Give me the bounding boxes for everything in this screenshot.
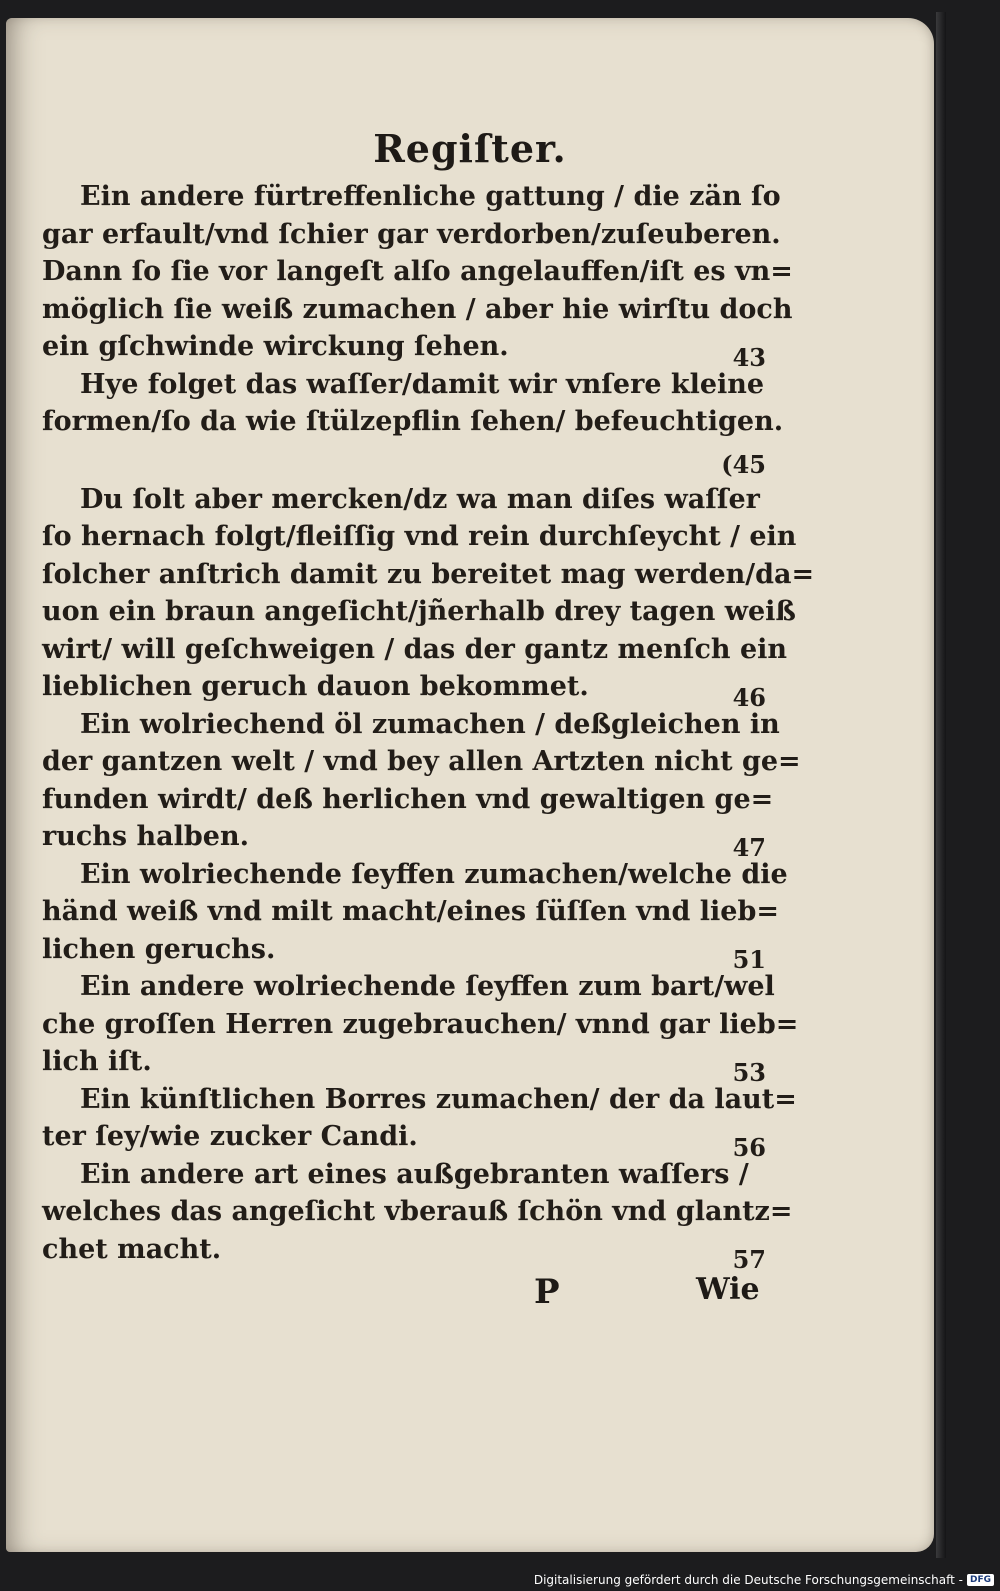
entry-line: lieblichen geruch dauon bekommet.: [42, 671, 589, 702]
entry-line: uon ein braun angeſicht/jñerhalb drey tagen weiß: [42, 596, 796, 627]
entry-page-number: 43: [732, 342, 766, 372]
register-entry: [42, 968, 799, 1087]
entry-line: gar erfault/vnd ſchier gar verdorben/zuſeuberen.: [42, 218, 781, 250]
entry-line: möglich ſie weiß zumachen / aber hie wirſtu doch: [42, 293, 793, 325]
register-entry: [42, 366, 784, 479]
entry-line: Dann ſo ſie vor langeſt alſo angelauffen/iſt es vn=: [42, 256, 793, 287]
entry-line: der gantzen welt / vnd bey allen Artzten nicht ge=: [42, 746, 801, 777]
entry-line: chet macht.: [42, 1233, 222, 1265]
entry-line: Ein wolriechende ſeyffen zumachen/welche die: [80, 858, 788, 890]
entry-line: ein gſchwinde wirckung ſehen.: [42, 331, 509, 362]
entry-page-number: 47: [732, 832, 766, 862]
register-entry: [42, 1156, 793, 1274]
register-entry: [42, 178, 793, 372]
page-edge: [936, 12, 946, 1558]
entry-page-number: 56: [732, 1132, 766, 1162]
spacer: [42, 441, 762, 481]
entry-page-number: 51: [732, 945, 766, 974]
dfg-logo: DFG: [967, 1574, 994, 1586]
page-heading: Regiſter.: [373, 126, 567, 171]
entry-line: Ein künſtlichen Borres zumachen/ der da laut=: [80, 1083, 797, 1115]
entry-line: lich iſt.: [42, 1046, 152, 1077]
digitization-credit: [534, 1573, 994, 1587]
entry-line: Hye folget das waſſer/damit wir vnſere kleine: [80, 368, 765, 400]
register-entry: [42, 1081, 797, 1162]
entry-line: Ein wolriechend öl zumachen / deßgleichen in: [80, 708, 780, 740]
register-entry: [42, 856, 788, 974]
entry-page-number: (45: [721, 449, 766, 479]
entry-line: ſolcher anſtrich damit zu bereitet mag werden/da=: [42, 558, 815, 590]
entry-line: ter ſey/wie zucker Candi.: [42, 1121, 418, 1152]
catchword: Wie: [696, 1272, 760, 1307]
entry-line: welches das angeſicht vberauß ſchön vnd glantz=: [42, 1196, 793, 1227]
entry-line: wirt/ will geſchweigen / das der gantz menſch ein: [42, 633, 788, 665]
register-entry: [42, 481, 815, 712]
entry-page-number: 46: [732, 682, 766, 712]
entry-line: Du ſolt aber mercken/dz wa man diſes waſſer: [80, 483, 760, 515]
entry-line: che groſſen Herren zugebrauchen/ vnnd gar lieb=: [42, 1008, 799, 1040]
register-entries: [42, 178, 815, 1274]
entry-line: Ein andere wolriechende ſeyffen zum bart/wel: [80, 971, 775, 1002]
entry-page-number: 53: [732, 1057, 766, 1087]
entry-page-number: 57: [732, 1245, 766, 1274]
entry-line: Ein andere fürtreffenliche gattung / die zän ſo: [80, 181, 781, 212]
entry-line: ruchs halben.: [42, 821, 249, 852]
entry-line: ſo hernach folgt/fleiſſig vnd rein durchſeycht / ein: [42, 521, 797, 552]
entry-line: lichen geruchs.: [42, 933, 276, 965]
entry-line: händ weiß vnd milt macht/eines ſüſſen vnd lieb=: [42, 896, 779, 927]
entry-line: Ein andere art eines außgebranten waſſers /: [80, 1158, 749, 1190]
register-entry: [42, 706, 801, 862]
entry-line: formen/ſo da wie ſtülzepflin ſehen/ befeuchtigen.: [42, 406, 784, 437]
book-page: [6, 18, 934, 1552]
credit-text: Digitalisierung gefördert durch die Deutsche Forschungsgemeinschaft -: [533, 1573, 963, 1587]
entry-line: funden wirdt/ deß herlichen vnd gewaltigen ge=: [42, 783, 774, 815]
signature-mark: P: [534, 1272, 560, 1312]
